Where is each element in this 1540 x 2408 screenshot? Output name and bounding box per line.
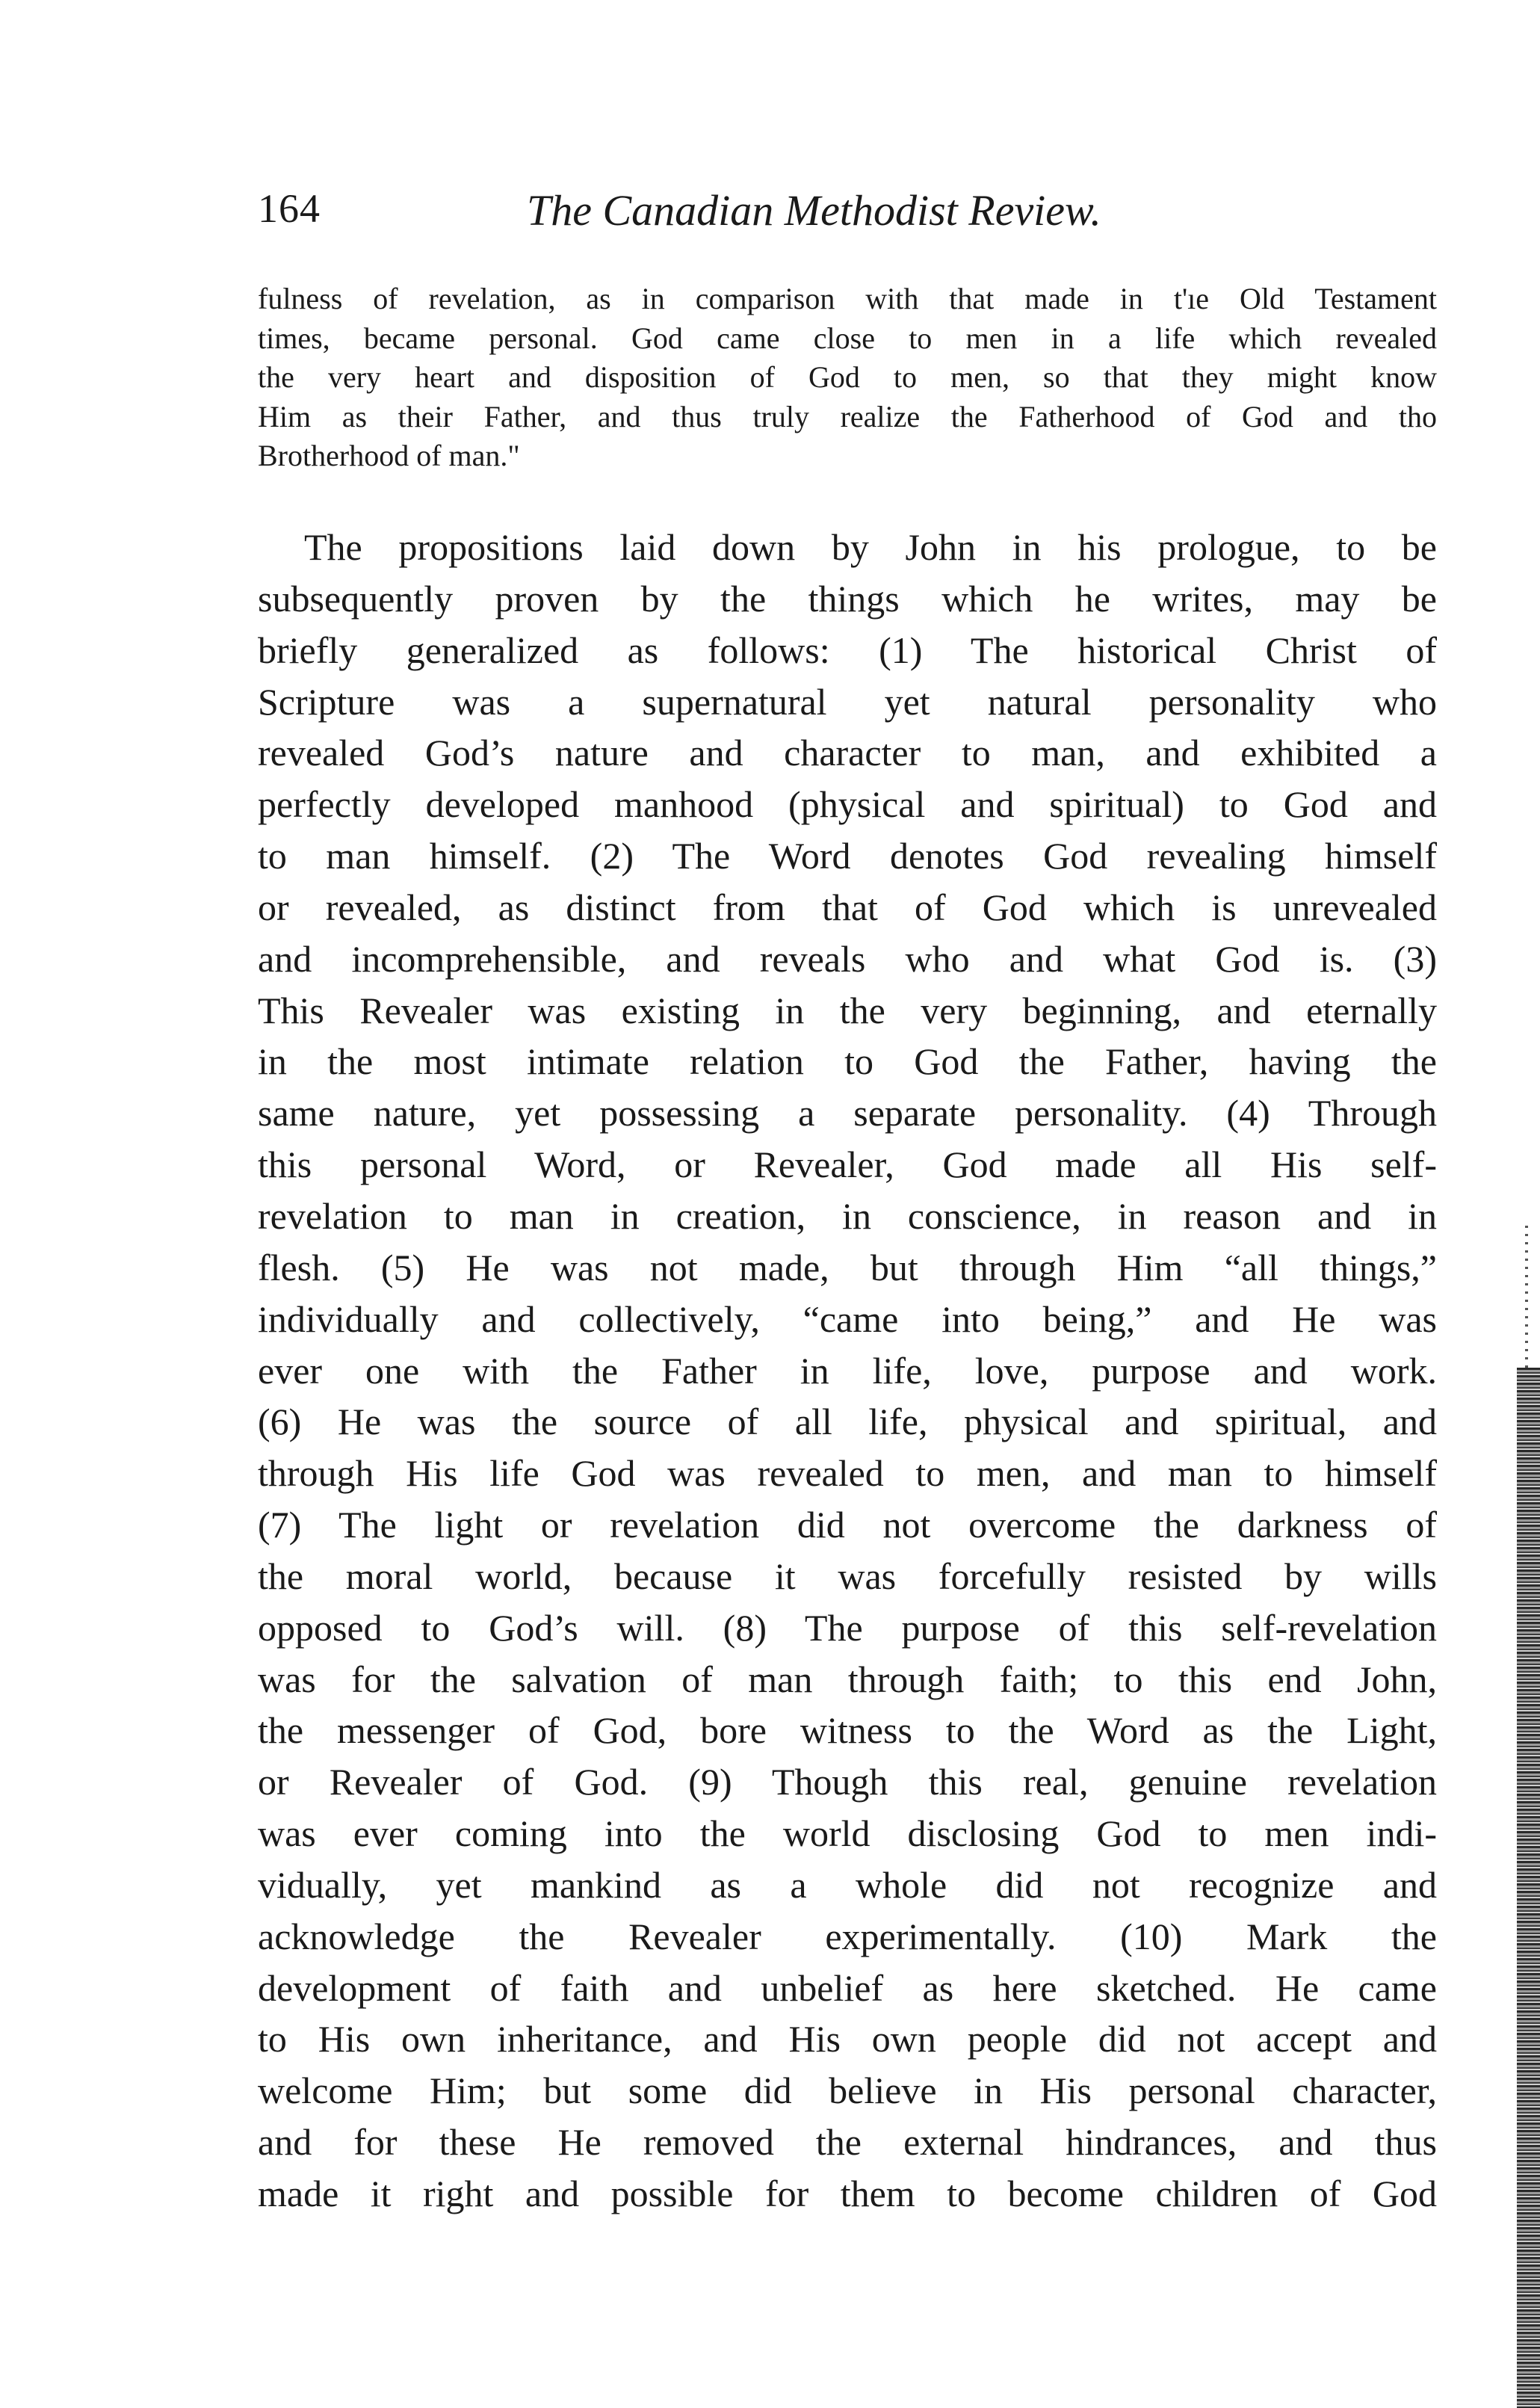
body-line: the messenger of God, bore witness to the Word as the Light, [258,1709,1437,1752]
body-line: perfectly developed manhood (physical and spiritual) to God and [258,783,1437,826]
body-line: same nature, yet possessing a separate personality. (4) Through [258,1092,1437,1134]
quote-line: Him as their Father, and thus truly realize the Fatherhood of God and tho [258,399,1437,433]
body-line: (6) He was the source of all life, physical and spiritual, and [258,1401,1437,1443]
body-line: was ever coming into the world disclosing God to men indi- [258,1812,1437,1855]
body-line: revelation to man in creation, in conscience, in reason and in [258,1194,1437,1237]
body-line: vidually, yet mankind as a whole did not recognize and [258,1863,1437,1906]
quote-line: the very heart and disposition of God to men, so that they might know [258,360,1437,395]
body-line: made it right and possible for them to become children of God [258,2173,1437,2214]
body-line: individually and collectively, “came into being,” and He was [258,1297,1437,1340]
body-line: was for the salvation of man through faith; to this end John, [258,1658,1437,1700]
body-line: and for these He removed the external hindrances, and thus [258,2121,1437,2164]
body-line: acknowledge the Revealer experimentally. (10) Mark the [258,1915,1437,1957]
body-line: or revealed, as distinct from that of God which is unrevealed [258,886,1437,928]
body-line: and incomprehensible, and reveals who and what God is. (3) [258,937,1437,980]
body-line: Scripture was a supernatural yet natural personality who [258,680,1437,723]
page-number: 164 [258,186,321,231]
running-title: The Canadian Methodist Review. [527,186,1101,235]
body-line: the moral world, because it was forcefully resisted by wills [258,1555,1437,1597]
body-line: in the most intimate relation to God the Father, having the [258,1040,1437,1083]
body-line: or Revealer of God. (9) Though this real, genuine revelation [258,1761,1437,1803]
body-line: to His own inheritance, and His own people did not accept and [258,2018,1437,2060]
body-line: ever one with the Father in life, love, purpose and work. [258,1349,1437,1392]
body-line: this personal Word, or Revealer, God made all His self- [258,1143,1437,1186]
quote-line: Brotherhood of man." [258,439,520,473]
page-header [258,185,1438,245]
body-line: briefly generalized as follows: (1) The historical Christ of [258,629,1437,671]
body-line: revealed God’s nature and character to man, and exhibited a [258,732,1437,774]
body-line: flesh. (5) He was not made, but through Him “all things,” [258,1246,1437,1288]
body-line: development of faith and unbelief as here sketched. He came [258,1966,1437,2009]
body-line: subsequently proven by the things which he writes, may be [258,577,1437,620]
quote-line: times, became personal. God came close to men in a life which revealed [258,321,1437,355]
body-line: opposed to God’s will. (8) The purpose of this self-revelation [258,1606,1437,1649]
quote-line: fulness of revelation, as in comparison with that made in t'ıe Old Testament [258,282,1437,315]
quotation-block [258,280,1437,476]
body-line: (7) The light or revelation did not overcome the darkness of [258,1504,1437,1546]
body-line: to man himself. (2) The Word denotes God revealing himself [258,835,1437,877]
body-line: The propositions laid down by John in his prologue, to be [304,526,1437,568]
body-line: This Revealer was existing in the very beginning, and eternally [258,989,1437,1031]
page-binding-edge [1517,1368,1540,2408]
body-line: through His life God was revealed to men, and man to himself [258,1452,1437,1495]
body-line: welcome Him; but some did believe in His personal character, [258,2069,1437,2112]
body-paragraph [258,522,1437,2220]
binding-stitch-marks [1525,1226,1528,1368]
